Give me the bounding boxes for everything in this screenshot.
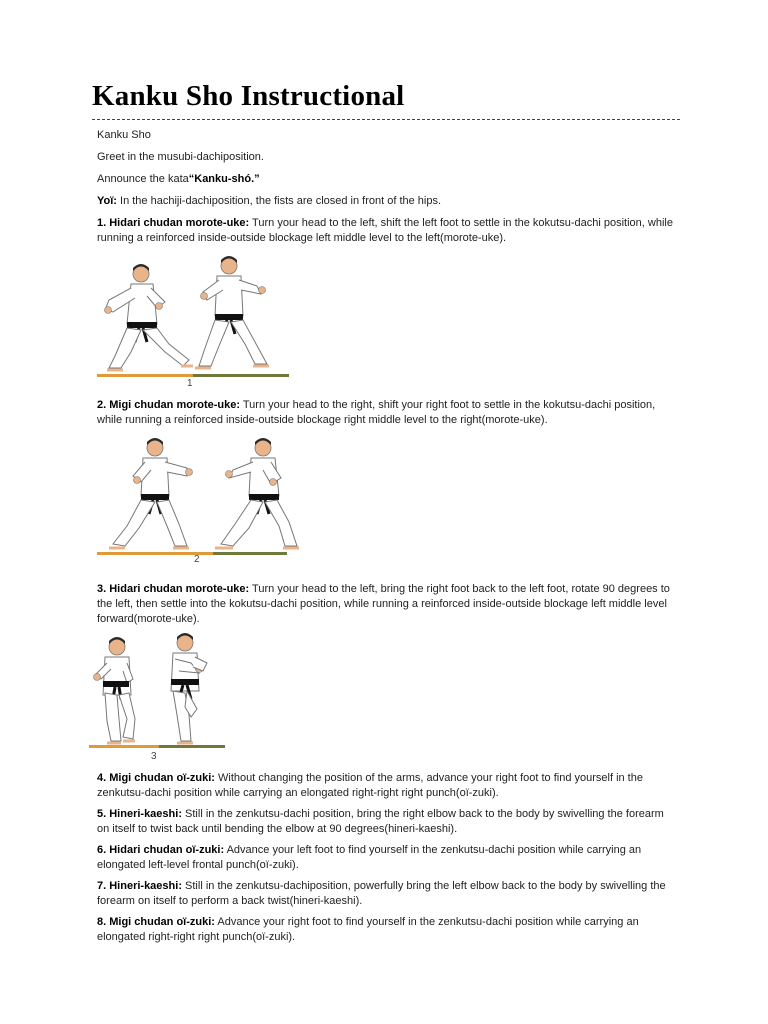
announce-instruction bbox=[97, 172, 677, 187]
karateka-figure bbox=[195, 256, 269, 368]
step-5 bbox=[97, 807, 677, 837]
step-6-text: Advance your left foot to find yourself in the zenkutsu-dachi position while carrying an elongated left-level frontal punch(oï-zuki). bbox=[97, 844, 642, 871]
karateka-figure bbox=[94, 637, 136, 743]
yoi-label: Yoï: bbox=[97, 195, 117, 207]
step-2-text: Turn your head to the right, shift your right foot to settle in the kokutsu-dachi position, while running a reinforced inside-outside blockage right middle level to the right(morote-uke). bbox=[97, 399, 656, 426]
document-body bbox=[97, 128, 677, 951]
karateka-figure bbox=[171, 633, 207, 743]
step-8-label: 8. Migi chudan oï-zuki: bbox=[97, 916, 215, 928]
floor-line-orange bbox=[97, 374, 193, 377]
floor-line-green bbox=[159, 745, 225, 748]
floor-line-orange bbox=[89, 745, 159, 748]
step-1-text: Turn your head to the left, shift the left foot to settle in the kokutsu-dachi position, while running a reinforced inside-outside blockage left middle level to the left(morote-uke). bbox=[97, 217, 673, 244]
yoi-instruction bbox=[97, 194, 677, 209]
step-7-text: Still in the zenkutsu-dachiposition, powerfully bring the left elbow back to the body by swivelling the forearm on itself to perform a back twist(hineri-kaeshi). bbox=[97, 880, 666, 907]
figure-3 bbox=[89, 633, 677, 763]
step-4 bbox=[97, 771, 677, 801]
step-7 bbox=[97, 879, 677, 909]
figure-2 bbox=[95, 434, 677, 562]
step-3-label: 3. Hidari chudan morote-uke: bbox=[97, 583, 250, 595]
figure-3-number: 3 bbox=[151, 751, 157, 762]
step-5-text: Still in the zenkutsu-dachi position, bring the right elbow back to the body by swivelling the forearm on itself to twist back until bending the elbow at 90 degrees(hineri-kaeshi). bbox=[97, 808, 664, 835]
step-4-text: Without changing the position of the arms, advance your right foot to find yourself in the zenkutsu-dachi position while carrying an elongated right-right right punch(oï-zuki). bbox=[97, 772, 643, 799]
step-3 bbox=[97, 582, 677, 627]
announce-kata-name: “Kanku-shó.” bbox=[188, 173, 260, 185]
figure-1-illustration bbox=[95, 252, 395, 386]
step-6 bbox=[97, 843, 677, 873]
kata-name: Kanku Sho bbox=[97, 129, 151, 141]
karateka-figure bbox=[215, 438, 299, 548]
floor-line-green bbox=[193, 374, 289, 377]
step-7-label: 7. Hineri-kaeshi: bbox=[97, 880, 182, 892]
figure-1-number: 1 bbox=[187, 378, 193, 386]
figure-2-number: 2 bbox=[194, 554, 200, 562]
karateka-figure bbox=[109, 438, 193, 548]
step-8-text: Advance your right foot to find yourself in the zenkutsu-dachi position while carrying an elongated right-right right punch(oï-zuki). bbox=[97, 916, 639, 943]
step-6-label: 6. Hidari chudan oï-zuki: bbox=[97, 844, 225, 856]
step-8 bbox=[97, 915, 677, 945]
floor-line-green bbox=[213, 552, 287, 555]
step-1-label: 1. Hidari chudan morote-uke: bbox=[97, 217, 250, 229]
step-2 bbox=[97, 398, 677, 428]
title-divider bbox=[92, 119, 680, 120]
step-1 bbox=[97, 216, 677, 246]
figure-3-illustration bbox=[89, 633, 389, 763]
figure-1 bbox=[95, 252, 677, 386]
karateka-figure bbox=[105, 264, 194, 370]
yoi-text: In the hachiji-dachiposition, the fists are closed in front of the hips. bbox=[116, 195, 442, 207]
announce-prefix: Announce the kata bbox=[97, 173, 189, 185]
figure-2-illustration bbox=[95, 434, 395, 562]
greet-instruction: Greet in the musubi-dachiposition. bbox=[97, 151, 264, 163]
step-4-label: 4. Migi chudan oï-zuki: bbox=[97, 772, 215, 784]
step-5-label: 5. Hineri-kaeshi: bbox=[97, 808, 182, 820]
page-title: Kanku Sho Instructional bbox=[92, 80, 405, 112]
step-3-text: Turn your head to the left, bring the right foot back to the left foot, rotate 90 degrees to the left, then settle into the kokutsu-dachi position, while running a reinforced inside-outside blockage left middle level forward(morote-uke). bbox=[97, 583, 670, 625]
step-2-label: 2. Migi chudan morote-uke: bbox=[97, 399, 241, 411]
